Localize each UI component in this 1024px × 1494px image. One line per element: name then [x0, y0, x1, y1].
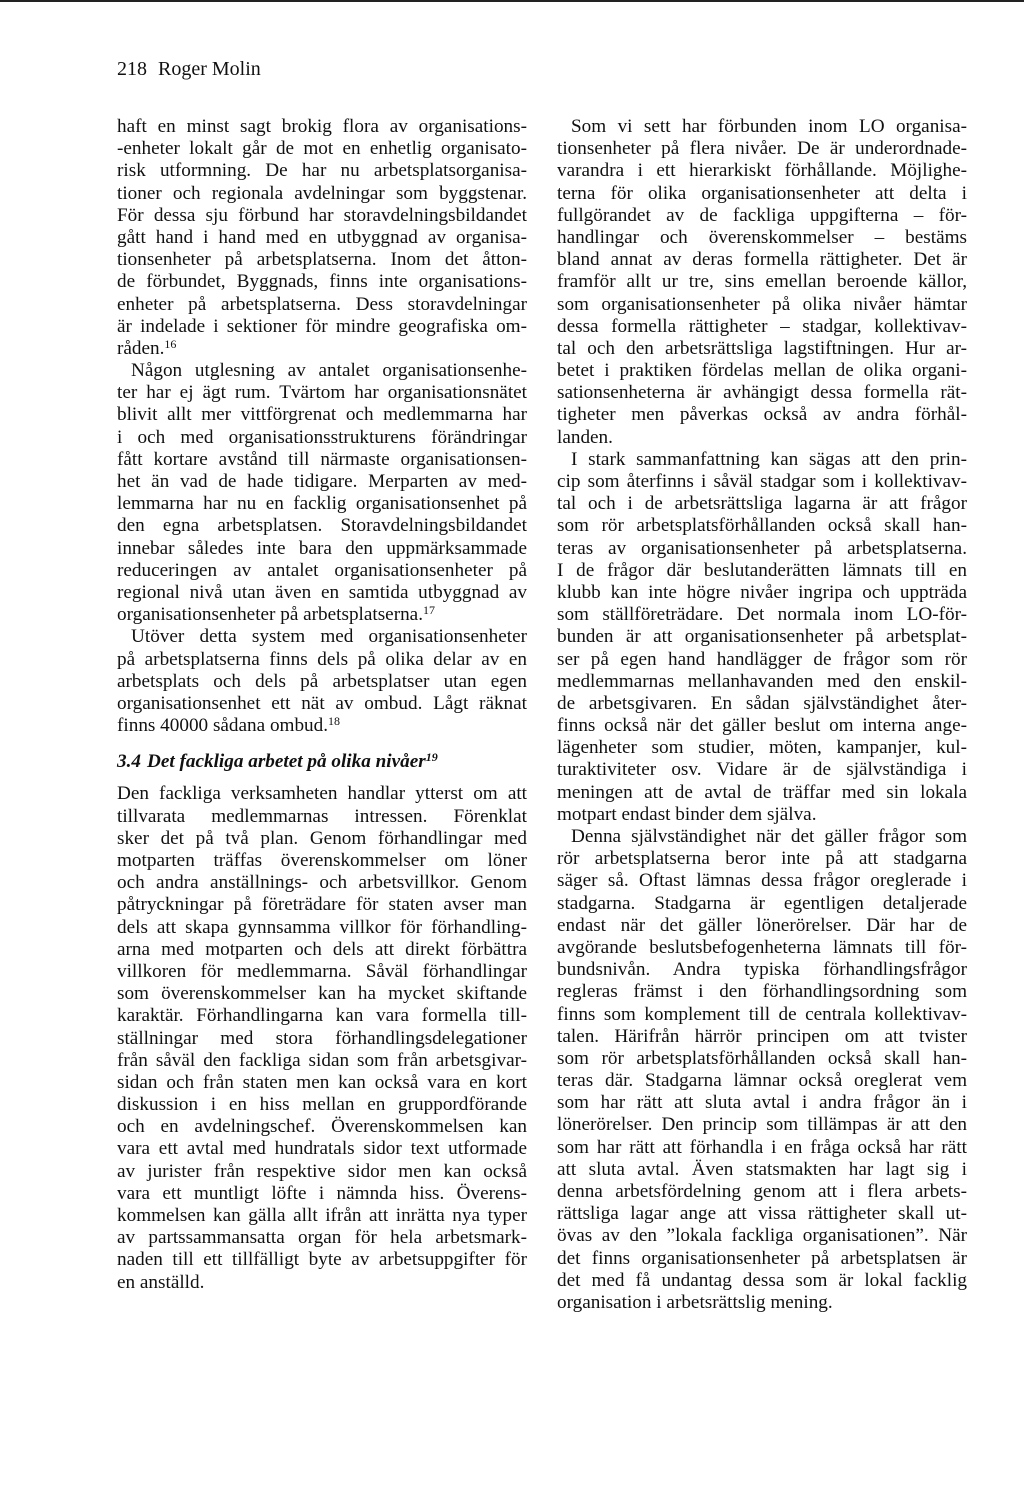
text-line-content: regleras främst i den förhandlingsordning som: [557, 981, 967, 1003]
text-line: [117, 783, 527, 805]
left-column-section-text: [117, 783, 527, 1293]
text-line-content: medlemmarnas mellanhavanden med den enskil-: [557, 670, 967, 692]
text-line: [557, 1225, 967, 1247]
section-heading: [117, 751, 527, 773]
text-line: [557, 782, 967, 804]
text-line-content: tionsenheter på flera nivåer. De är underordnade-: [557, 138, 967, 160]
text-line: [117, 1005, 527, 1027]
text-line: [557, 205, 967, 227]
text-line: [117, 939, 527, 961]
page-number: 218: [117, 58, 147, 80]
text-line-content: Den fackliga verksamheten handlar ytterst om att: [117, 783, 527, 805]
text-line: [117, 160, 527, 182]
text-line: [117, 1072, 527, 1094]
text-line-content: Denna självständighet när det gäller frågor som: [571, 826, 967, 847]
text-line: [117, 1116, 527, 1138]
text-line: [117, 582, 527, 604]
text-line: [117, 604, 527, 626]
text-line-content: motpart endast binder dem själva.: [557, 803, 817, 825]
text-line-content: blivit allt mer vittförgrenat och medlemmarna har: [117, 404, 527, 426]
text-line: [557, 515, 967, 537]
text-line: [557, 626, 967, 648]
text-line: [117, 471, 527, 493]
text-line-content: och andra anställnings- och arbetsvillkor. Genom: [117, 872, 527, 894]
text-line-content: som rör arbetsplatsförhållanden också skall han-: [557, 515, 967, 537]
text-line-content: är indelade i sektioner för mindre geografiska om-: [117, 315, 527, 337]
text-line-content: påtryckningar på företrädare för staten avser man: [117, 894, 527, 916]
text-line-content: motparten träffas överenskommelser om löner: [117, 850, 527, 871]
section-number: 3.4: [117, 751, 141, 773]
text-line: [117, 626, 527, 648]
text-line: [557, 560, 967, 582]
text-line: [117, 850, 527, 872]
text-line: [557, 183, 967, 205]
text-line: [557, 1114, 967, 1136]
text-line-content: tal och i de arbetsrättsliga lagarna är att frågor: [557, 493, 967, 515]
text-line: [557, 582, 967, 604]
text-line-content: kommelsen kan gälla allt ifrån att inrätta nya typer: [117, 1205, 527, 1226]
text-line-content: sker det på två plan. Genom förhandlingar med: [117, 827, 527, 849]
text-line: [117, 271, 527, 293]
text-line: [117, 404, 527, 426]
text-line-content: tionsenheter på arbetsplatserna. Inom det åtton-: [117, 249, 527, 271]
text-line: [117, 649, 527, 671]
text-line: [557, 1092, 967, 1114]
text-line-content: enheter på arbetsplatserna. Dess storavdelningar: [117, 293, 527, 315]
text-line-content: vara ett muntligt löfte i nämnda hiss. Överens-: [117, 1182, 527, 1204]
right-column-paragraphs: [557, 116, 967, 1314]
text-line-content: rättsliga lagar ange att vissa rättigheter skall ut-: [557, 1203, 967, 1225]
text-line-content: att sluta avtal. Även statsmakten har lagt sig i: [557, 1158, 967, 1180]
text-line: [557, 915, 967, 937]
text-line-content: naden till ett tillfälligt byte av arbetsuppgifter för: [117, 1249, 527, 1271]
text-line-content: från såväl den fackliga sidan som från arbetsgivar-: [117, 1049, 527, 1071]
text-line: [557, 1048, 967, 1070]
text-line: [557, 138, 967, 160]
text-line: [117, 338, 527, 360]
text-line: [117, 671, 527, 693]
text-line: [117, 917, 527, 939]
text-line-content: endast när det gäller lönerörelser. Där har de: [557, 914, 967, 936]
text-line-content: cip som återfinns i såväl stadgar som i kollektivav-: [557, 471, 967, 492]
text-line-content: I de frågor där beslutanderätten lämnats till en: [557, 559, 967, 581]
text-line-content: som rör arbetsplatsförhållanden också skall han-: [557, 1047, 967, 1069]
text-line-content: organisationsenheter på arbetsplatserna.: [117, 604, 423, 626]
text-line: [557, 959, 967, 981]
text-line: [557, 427, 967, 449]
text-line-content: rör arbetsplatserna beror inte på att stadgarna: [557, 848, 967, 870]
text-line-content: organisation i arbetsrättslig mening.: [557, 1291, 833, 1313]
text-line: [557, 360, 967, 382]
footnote-ref: 16: [164, 336, 177, 351]
text-line-content: meningen att de avtal de träffar med sin lokala: [557, 781, 967, 803]
text-line-content: finns också när det gäller beslut om interna ange-: [557, 715, 967, 737]
text-line-content: het än vad de hade tidigare. Merparten av med-: [117, 471, 527, 492]
footnote-ref: 18: [328, 714, 341, 729]
text-line-content: innebar således inte bara den uppmärksammade: [117, 537, 527, 559]
text-line: [557, 759, 967, 781]
text-line-content: organisationsenhet ett nät av ombud. Lågt räknat: [117, 692, 527, 714]
text-line: [117, 116, 527, 138]
text-line: [117, 715, 527, 737]
text-line-content: de förbundet, Byggnads, finns inte organisations-: [117, 271, 527, 293]
text-line: [557, 804, 967, 826]
text-line: [557, 715, 967, 737]
text-line-content: dessa formella rättigheter – stadgar, kollektivav-: [557, 315, 967, 337]
left-column-paragraphs: [117, 116, 527, 737]
text-line: [117, 1249, 527, 1271]
text-line: [117, 227, 527, 249]
text-line-content: handlingar och överenskommelser – bestäms: [557, 226, 967, 248]
text-line-content: regional nivå utan även en samtida utbyggnad av: [117, 581, 527, 603]
text-line-content: tal och den arbetsrättsliga lagstiftningen. Hur ar-: [557, 337, 967, 359]
text-line-content: ser på egen hand handlägger de frågor som rör: [557, 648, 967, 670]
text-line: [557, 870, 967, 892]
text-line-content: karaktär. Förhandlingarna kan vara formella till-: [117, 1005, 527, 1027]
text-line-content: -enheter lokalt går de mot en enhetlig organisato-: [117, 138, 527, 160]
text-line: [117, 806, 527, 828]
text-line-content: råden.: [117, 337, 165, 359]
text-line-content: I stark sammanfattning kan sägas att den prin-: [571, 448, 967, 470]
text-line-content: de arbetsgivaren. En sådan självständighet åter-: [557, 692, 967, 714]
text-line-content: För dessa sju förbund har storavdelningsbildandet: [117, 204, 527, 226]
text-line: [557, 1004, 967, 1026]
text-line-content: vara ett avtal med hundratals sidor text utformade: [117, 1138, 527, 1160]
text-line-content: tillvarata medlemmarnas intressen. Förenklat: [117, 805, 527, 827]
text-line: [117, 894, 527, 916]
text-line: [557, 249, 967, 271]
text-line-content: villkoren för medlemmarna. Såväl förhandlingar: [117, 960, 527, 982]
text-line-content: klubb kan inte högre nivåer ingripa och uppträda: [557, 581, 967, 603]
text-line: [117, 1205, 527, 1227]
text-line: [117, 693, 527, 715]
text-line: [117, 449, 527, 471]
text-line-content: finns som komplement till de centrala kollektivav-: [557, 1003, 967, 1025]
text-line: [557, 116, 967, 138]
text-line-content: stadgarna. Stadgarna är egentligen detaljerade: [557, 892, 967, 914]
text-line-content: i och med organisationsstrukturens förändringar: [117, 426, 527, 448]
text-line: [117, 961, 527, 983]
text-line: [117, 1227, 527, 1249]
text-line: [557, 1270, 967, 1292]
text-line-content: bunden är att organisationsenheter på arbetsplat-: [557, 626, 967, 648]
text-line: [557, 227, 967, 249]
text-line-content: ter har ej ägt rum. Tvärtom har organisationsnätet: [117, 382, 527, 404]
text-line: [117, 316, 527, 338]
text-line: [557, 848, 967, 870]
text-line-content: betet i praktiken fördelas mellan de olika organi-: [557, 360, 967, 382]
text-line: [557, 937, 967, 959]
text-line-content: den egna arbetsplatsen. Storavdelningsbildandet: [117, 515, 527, 537]
text-line-content: det med få undantag dessa som är lokal facklig: [557, 1269, 967, 1291]
text-line: [117, 560, 527, 582]
text-line: [557, 493, 967, 515]
text-line-content: som har rätt att sluta avtal i andra frågor än i: [557, 1092, 967, 1114]
text-line-content: terna för olika organisationsenheter att delta i: [557, 182, 967, 204]
text-line-content: av jurister från respektive sidor men kan också: [117, 1160, 527, 1182]
left-column: [117, 116, 527, 1294]
text-line-content: landen.: [557, 426, 613, 448]
text-line: [557, 338, 967, 360]
text-line-content: arna med motparten och dels att direkt förbättra: [117, 938, 527, 960]
text-line: [557, 160, 967, 182]
text-line-content: teras där. Stadgarna lämnar också oreglerat vem: [557, 1070, 967, 1092]
text-line: [557, 271, 967, 293]
text-line-content: av partssammansatta organ för hela arbetsmark-: [117, 1227, 527, 1249]
text-line: [557, 382, 967, 404]
text-line-content: som ställföreträdare. Det normala inom LO-för-: [557, 604, 967, 626]
text-line: [557, 649, 967, 671]
text-line: [117, 1161, 527, 1183]
text-line: [117, 515, 527, 537]
text-line-content: på arbetsplatserna finns dels på olika delar av en: [117, 648, 527, 670]
text-line-content: som överenskommelser kan ha mycket skiftande: [117, 983, 527, 1005]
text-line-content: framför allt ur tre, sins emellan beroende källor,: [557, 271, 967, 293]
text-line: [117, 1094, 527, 1116]
text-line: [117, 427, 527, 449]
text-line: [117, 205, 527, 227]
footnote-ref: 19: [425, 750, 438, 765]
text-line-content: diskussion i en hiss mellan en gruppordförande: [117, 1094, 527, 1116]
text-line: [557, 471, 967, 493]
text-line-content: som organisationsenheter på olika nivåer hämtar: [557, 293, 967, 315]
text-line-content: lönerörelser. Den princip som tillämpas är att den: [557, 1114, 967, 1136]
text-line: [557, 1248, 967, 1270]
text-line: [117, 1050, 527, 1072]
text-line: [557, 671, 967, 693]
text-line-content: reduceringen av antalet organisationsenheter på: [117, 559, 527, 581]
text-line: [557, 693, 967, 715]
text-line: [117, 1183, 527, 1205]
text-line: [117, 1028, 527, 1050]
text-line-content: teras av organisationsenheter på arbetsplatserna.: [557, 537, 967, 559]
text-line: [557, 1137, 967, 1159]
text-line: [557, 604, 967, 626]
text-line: [117, 828, 527, 850]
text-line-content: arbetsplats och dels på arbetsplatser utan egen: [117, 670, 527, 692]
running-head: [117, 58, 261, 81]
text-line-content: Som vi sett har förbunden inom LO organisa-: [571, 116, 967, 137]
text-line-content: avgörande beslutsbefogenheterna lämnats till för-: [557, 936, 967, 958]
text-line: [557, 1070, 967, 1092]
text-line: [557, 1026, 967, 1048]
text-line: [557, 1181, 967, 1203]
text-line-content: bundsnivån. Andra typiska förhandlingsfrågor: [557, 959, 967, 981]
text-line-content: fått kortare avstånd till närmaste organisationsen-: [117, 448, 527, 470]
text-line: [557, 538, 967, 560]
section-title: Det fackliga arbetet på olika nivåer: [146, 751, 426, 773]
text-line: [117, 872, 527, 894]
text-line-content: bland annat av deras formella rättigheter. Det är: [557, 249, 967, 271]
footnote-ref: 17: [423, 603, 435, 618]
text-line: [117, 1138, 527, 1160]
text-line-content: en anställd.: [117, 1271, 205, 1293]
scan-top-border: [0, 0, 1024, 2]
text-line: [557, 294, 967, 316]
text-line-content: säger så. Oftast lämnas dessa frågor oreglerade i: [557, 870, 967, 892]
text-line-content: övas av den ”lokala fackliga organisationen”. När: [557, 1225, 967, 1247]
text-line: [117, 1272, 527, 1294]
text-line: [117, 538, 527, 560]
text-line-content: varandra i ett hierarkiskt förhållande. Möjlighe-: [557, 160, 967, 182]
author-name: Roger Molin: [158, 58, 261, 80]
text-line: [117, 294, 527, 316]
text-line: [117, 493, 527, 515]
text-line-content: Utöver detta system med organisationsenheter: [131, 626, 527, 648]
text-line-content: det finns organisationsenheter på arbetsplatsen är: [557, 1247, 967, 1269]
text-line-content: sationsenheterna är avhängigt dessa formella rät-: [557, 382, 967, 404]
text-line-content: dels att skapa gynnsamma villkor för förhandling-: [117, 916, 527, 938]
text-line-content: och en avdelningschef. Överenskommelsen kan: [117, 1116, 527, 1138]
text-line-content: haft en minst sagt brokig flora av organisations-: [117, 116, 527, 137]
text-line: [117, 983, 527, 1005]
text-line: [557, 449, 967, 471]
text-line-content: gått hand i hand med en utbyggnad av organisa-: [117, 226, 527, 248]
text-line: [557, 737, 967, 759]
text-line: [557, 404, 967, 426]
text-line-content: tioner och regionala avdelningar som byggstenar.: [117, 182, 527, 204]
text-line-content: lemmarna har nu en facklig organisationsenhet på: [117, 493, 527, 515]
text-line: [557, 1292, 967, 1314]
text-line: [557, 826, 967, 848]
text-line-content: turaktiviteter osv. Vidare är de självständiga i: [557, 759, 967, 781]
text-line-content: som har rätt att förhandla i en fråga också har rätt: [557, 1136, 967, 1158]
text-line-content: finns 40000 sådana ombud.: [117, 715, 329, 737]
text-line-content: lägenheter som studier, möten, kampanjer, kul-: [557, 737, 967, 759]
text-line: [117, 360, 527, 382]
text-line-content: risk utformning. De har nu arbetsplatsorganisa-: [117, 160, 527, 182]
text-line: [117, 382, 527, 404]
text-line: [557, 893, 967, 915]
text-line: [557, 1203, 967, 1225]
right-column: [557, 116, 967, 1314]
text-line-content: Någon utglesning av antalet organisationsenhe-: [131, 360, 527, 382]
text-line-content: denna arbetsfördelning genom att i flera arbets-: [557, 1181, 967, 1202]
text-line: [117, 249, 527, 271]
text-line: [557, 1159, 967, 1181]
text-line-content: sidan och från staten men kan också vara en kort: [117, 1071, 527, 1093]
text-line-content: talen. Härifrån härrör principen om att tvister: [557, 1025, 967, 1047]
text-line-content: fullgörandet av de fackliga uppgifterna – för-: [557, 204, 967, 226]
text-line-content: tigheter men påverkas också av andra förhål-: [557, 404, 967, 426]
text-line: [557, 316, 967, 338]
text-line: [557, 981, 967, 1003]
text-line: [117, 183, 527, 205]
text-line-content: ställningar med stora förhandlingsdelegationer: [117, 1027, 527, 1049]
text-line: [117, 138, 527, 160]
